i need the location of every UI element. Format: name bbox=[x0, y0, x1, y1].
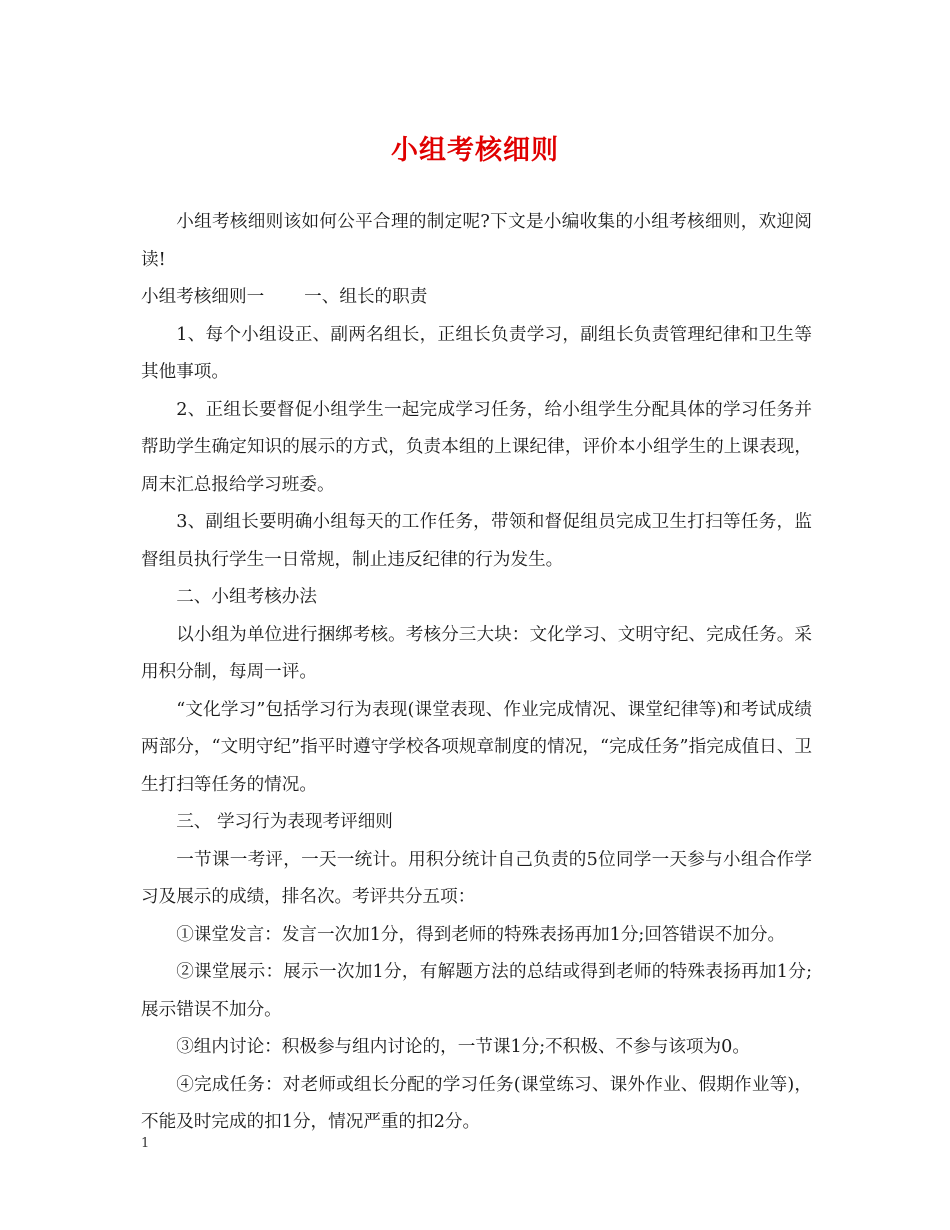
intro-paragraph: 小组考核细则该如何公平合理的制定呢?下文是小编收集的小组考核细则，欢迎阅读! bbox=[141, 212, 812, 270]
paragraph-1: 1、每个小组设正、副两名组长，正组长负责学习，副组长负责管理纪律和卫生等其他事项。 bbox=[141, 324, 812, 382]
paragraph-5: “文化学习”包括学习行为表现(课堂表现、作业完成情况、课堂纪律等)和考试成绩两部分，“文明守纪”指平时遵守学校各项规章制度的情况，“完成任务”指完成值日、卫生打扫等任务的情况。 bbox=[141, 699, 812, 795]
heading-3: 三、 学习行为表现考评细则 bbox=[176, 812, 393, 832]
paragraph-2: 2、正组长要督促小组学生一起完成学习任务，给小组学生分配具体的学习任务并帮助学生确定知识的展示的方式，负责本组的上课纪律，评价本小组学生的上课表现，周末汇总报给学习班委。 bbox=[141, 399, 812, 495]
paragraph-8: ②课堂展示：展示一次加1分，有解题方法的总结或得到老师的特殊表扬再加1分;展示错误不加分。 bbox=[141, 962, 812, 1020]
paragraph-6: 一节课一考评，一天一统计。用积分统计自己负责的5位同学一天参与小组合作学习及展示的成绩，排名次。考评共分五项： bbox=[141, 849, 812, 907]
section-one-line bbox=[141, 279, 812, 317]
section-one-label: 小组考核细则一 bbox=[141, 287, 265, 307]
page-title: 小组考核细则 bbox=[391, 135, 559, 166]
page-number: 1 bbox=[141, 1136, 150, 1151]
section-one-heading: 一、组长的职责 bbox=[304, 287, 428, 307]
document-body bbox=[141, 204, 812, 1142]
paragraph-9: ③组内讨论：积极参与组内讨论的，一节课1分;不积极、不参与该项为0。 bbox=[176, 1037, 750, 1057]
paragraph-10: ④完成任务：对老师或组长分配的学习任务(课堂练习、课外作业、假期作业等)，不能及时完成的扣1分，情况严重的扣2分。 bbox=[141, 1074, 812, 1132]
heading-2: 二、小组考核办法 bbox=[176, 587, 317, 607]
paragraph-4: 以小组为单位进行捆绑考核。考核分三大块：文化学习、文明守纪、完成任务。采用积分制，每周一评。 bbox=[141, 624, 812, 682]
paragraph-3: 3、副组长要明确小组每天的工作任务，带领和督促组员完成卫生打扫等任务，监督组员执行学生一日常规，制止违反纪律的行为发生。 bbox=[141, 512, 812, 570]
paragraph-7: ①课堂发言：发言一次加1分，得到老师的特殊表扬再加1分;回答错误不加分。 bbox=[176, 924, 786, 945]
